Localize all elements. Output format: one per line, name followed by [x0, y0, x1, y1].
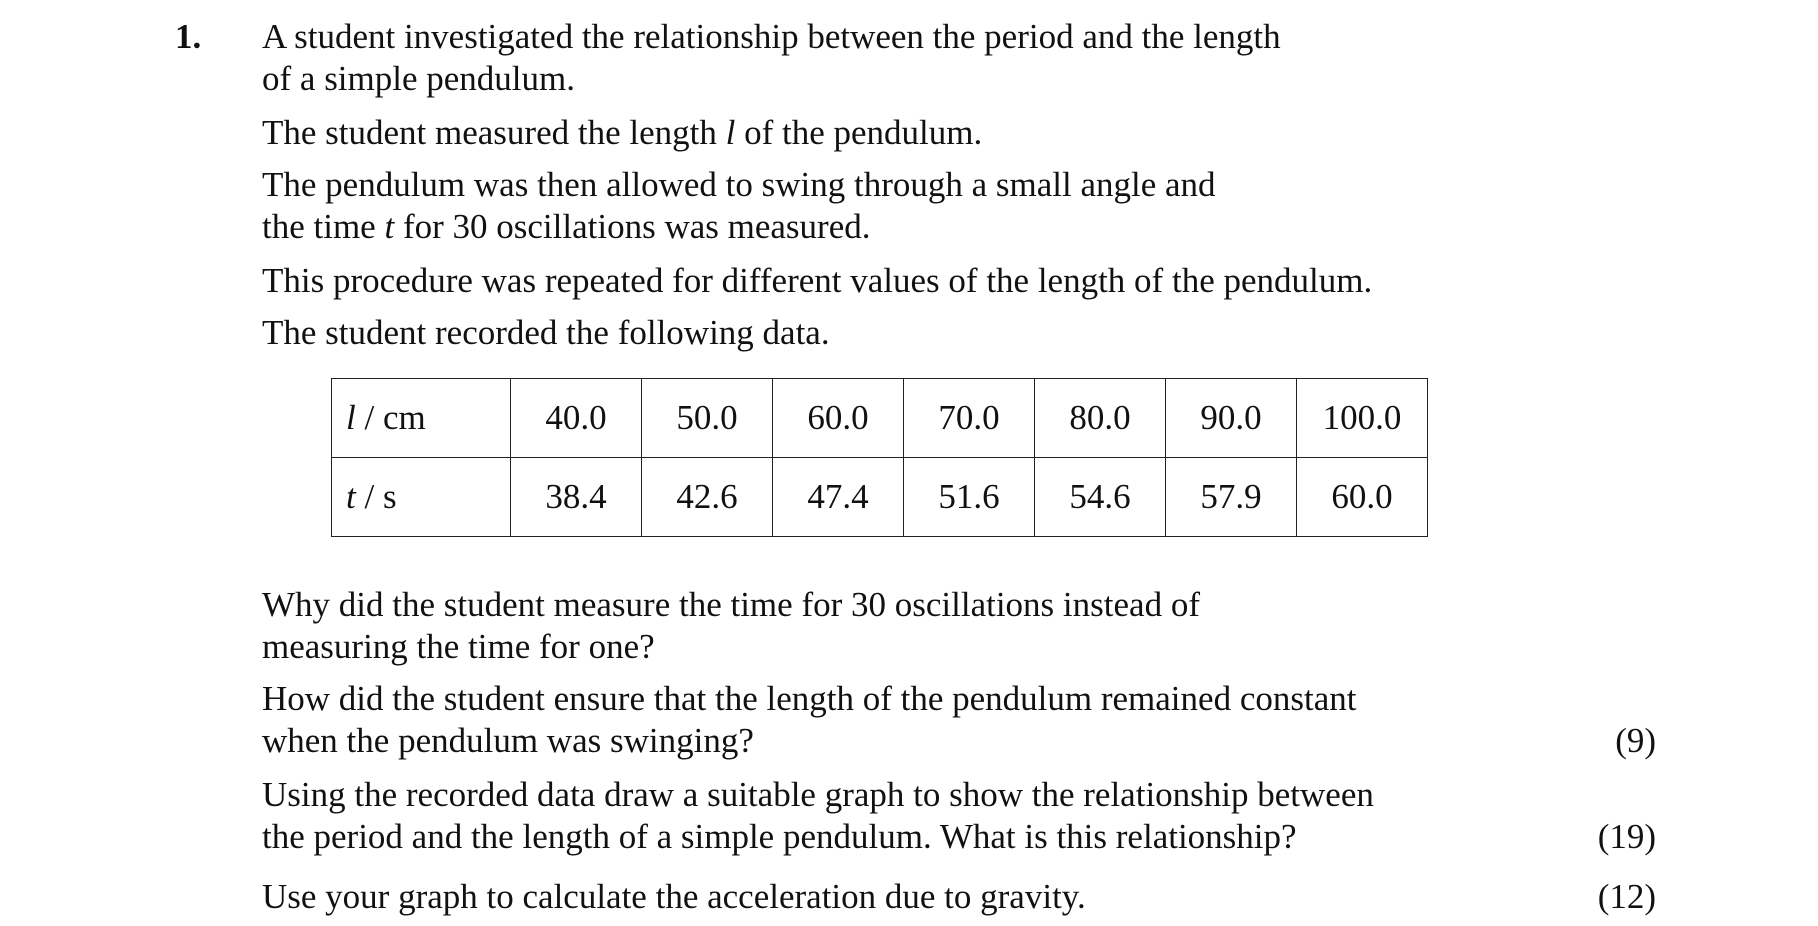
time-cell: 42.6: [642, 458, 773, 537]
swing-paragraph: [262, 164, 1216, 248]
measure-length-post: of the pendulum.: [735, 113, 983, 152]
measure-length-pre: The student measured the length: [262, 113, 726, 152]
graph-question: [262, 774, 1374, 858]
repeat-paragraph: [262, 260, 1372, 302]
recorded-paragraph: [262, 312, 830, 354]
graph-line-2: the period and the length of a simple pendulum. What is this relationship?: [262, 817, 1297, 856]
length-header-unit: / cm: [355, 398, 426, 437]
length-cell: 70.0: [904, 379, 1035, 458]
question-number: 1.: [175, 17, 202, 56]
gravity-marks: (12): [1597, 877, 1656, 916]
measure-length-paragraph: [262, 112, 982, 154]
time-header-symbol: t: [346, 477, 356, 516]
time-cell: 60.0: [1297, 458, 1428, 537]
length-cell: 60.0: [773, 379, 904, 458]
time-cell: 57.9: [1166, 458, 1297, 537]
time-row-header: [332, 458, 511, 537]
swing-line-1: The pendulum was then allowed to swing through a small angle and: [262, 165, 1216, 204]
table-row-length: [332, 379, 1428, 458]
constant-question: [262, 678, 1356, 762]
length-cell: 40.0: [511, 379, 642, 458]
constant-marks: (9): [1615, 721, 1656, 760]
table-row-time: [332, 458, 1428, 537]
why-question: [262, 584, 1200, 668]
graph-marks: (19): [1597, 817, 1656, 856]
length-row-header: [332, 379, 511, 458]
time-header-unit: / s: [355, 477, 397, 516]
time-cell: 47.4: [773, 458, 904, 537]
gravity-line-1: Use your graph to calculate the acceleration due to gravity.: [262, 877, 1086, 916]
intro-line-2: of a simple pendulum.: [262, 59, 576, 98]
time-cell: 54.6: [1035, 458, 1166, 537]
swing-line-2-post: for 30 oscillations was measured.: [394, 207, 871, 246]
length-cell: 90.0: [1166, 379, 1297, 458]
recorded-text: The student recorded the following data.: [262, 313, 830, 352]
time-cell: 51.6: [904, 458, 1035, 537]
time-symbol: t: [384, 207, 395, 246]
swing-line-2-pre: the time: [262, 207, 385, 246]
time-cell: 38.4: [511, 458, 642, 537]
why-line-1: Why did the student measure the time for 30 oscillations instead of: [262, 585, 1200, 624]
swing-line-2: [262, 206, 1216, 248]
data-table: [331, 378, 1428, 537]
intro-paragraph: [262, 16, 1281, 100]
length-cell: 100.0: [1297, 379, 1428, 458]
length-header-symbol: l: [346, 398, 356, 437]
intro-line-1: A student investigated the relationship between the period and the length: [262, 17, 1281, 56]
why-line-2: measuring the time for one?: [262, 627, 655, 666]
graph-line-1: Using the recorded data draw a suitable graph to show the relationship between: [262, 775, 1374, 814]
gravity-question: [262, 876, 1086, 918]
length-cell: 80.0: [1035, 379, 1166, 458]
constant-line-2: when the pendulum was swinging?: [262, 721, 754, 760]
repeat-text: This procedure was repeated for different values of the length of the pendulum.: [262, 261, 1373, 300]
length-symbol: l: [725, 113, 736, 152]
length-cell: 50.0: [642, 379, 773, 458]
constant-line-1: How did the student ensure that the length of the pendulum remained constant: [262, 679, 1357, 718]
